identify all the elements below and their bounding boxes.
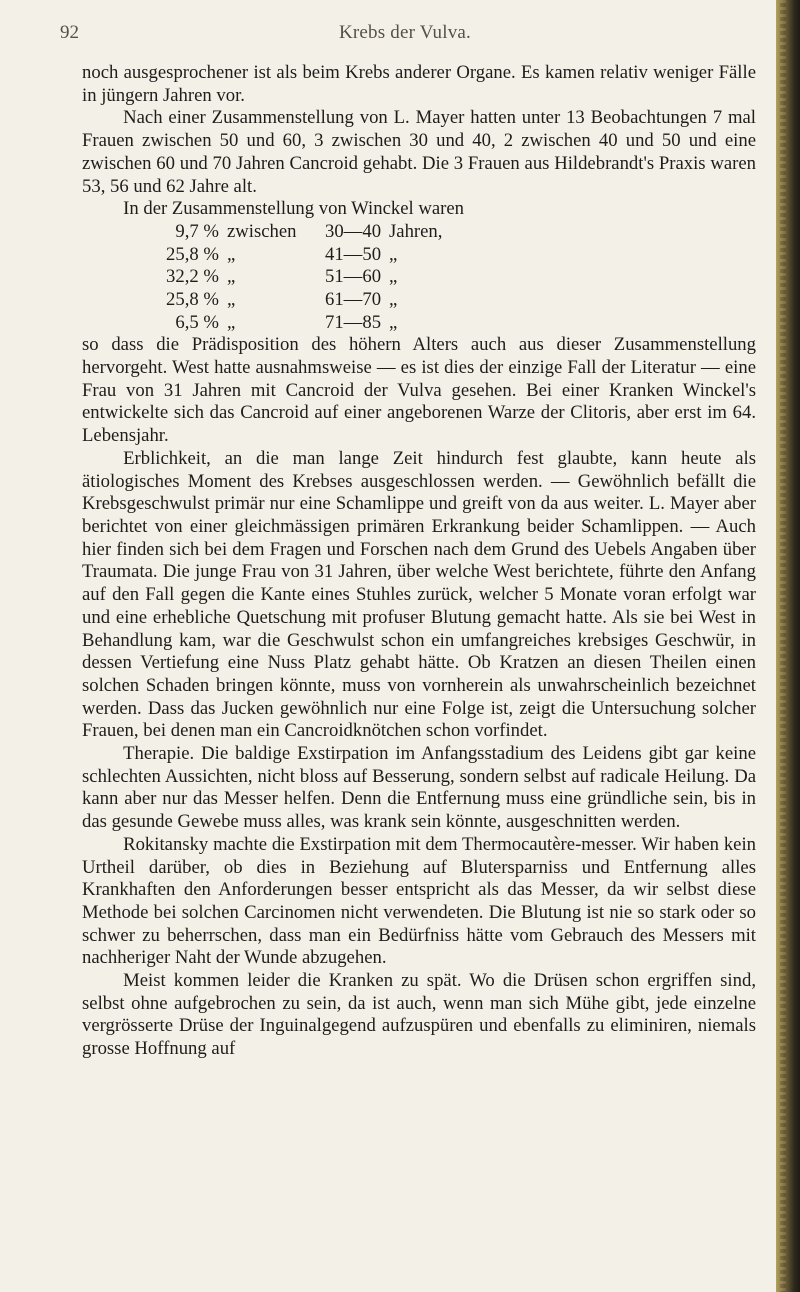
winckel-age-distribution [82, 221, 756, 334]
stat-row [156, 266, 756, 289]
stat-label: „ [227, 311, 236, 333]
paragraph-intro-continued: noch ausgesprochener ist als beim Krebs anderer Organe. Es kamen relativ weniger Fälle in jüngern Jahren vor. [82, 62, 756, 106]
stat-range: 71—85 [324, 311, 382, 333]
stat-row [156, 289, 756, 312]
stat-range: 30—40 [324, 220, 382, 242]
page-number: 92 [60, 22, 79, 43]
stat-range: 41—50 [324, 243, 382, 265]
stat-percent: 6,5 % [175, 311, 219, 333]
paragraph-heredity: Erblichkeit, an die man lange Zeit hindurch fest glaubte, kann heute als ätiologisches Moment des Krebses ausgeschlossen werden. — Gewöhnlich befällt die Krebsgeschwulst primär nur eine Schamlippe und greift von da aus weiter. L. Mayer aber berichtet von einer gleichmässigen primären Erkrankung beider Schamlippen. — Auch hier finden sich bei dem Fragen und Forschen nach dem Grund des Uebels Angaben über Traumata. Die junge Frau von 31 Jahren, über welche West berichtete, führte den Anfang auf den Fall gegen die Kante eines Stuhles zurück, welcher 5 Monate voran erfolgt war und eine erhebliche Quetschung mit profuser Blutung gemacht hatte. Als sie bei West in Behandlung kam, war die Geschwulst schon ein umfangreiches krebsiges Geschwür, in dessen Vertiefung eine Nuss Platz gehabt hätte. Ob Kratzen an diesen Theilen einen solchen Schaden bringen könnte, muss von vornherein als unwahrscheinlich bezeichnet werden. Dass das Jucken gewöhnlich nur eine Folge ist, zeigt die Untersuchung solcher Frauen, bei denen man ein Cancroidknötchen schon vorfindet. [82, 447, 756, 742]
paragraph-predisposition: so dass die Prädisposition des höhern Alters auch aus dieser Zusammenstellung hervorgeht. West hatte ausnahmsweise — es ist dies der einzige Fall der Literatur — eine Frau von 31 Jahren mit Cancroid der Vulva gesehen. Bei einer Kranken Winckel's entwickelte sich das Cancroid auf einer angeborenen Warze der Clitoris, aber erst im 64. Lebensjahr. [82, 334, 756, 447]
stat-range: 61—70 [324, 288, 382, 310]
stat-label: „ [227, 266, 236, 288]
page-edge-shadow [776, 0, 800, 1292]
stat-unit: „ [389, 266, 398, 288]
stat-range: 51—60 [324, 266, 382, 288]
stat-unit: Jahren, [389, 220, 443, 242]
stat-unit: „ [389, 288, 398, 310]
paragraph-rokitansky: Rokitansky machte die Exstirpation mit dem Thermocautère-messer. Wir haben kein Urtheil darüber, ob dies in Beziehung auf Blutersparniss und Entfernung alles Krankhaften den Anforderungen besser entspricht als das Messer, da wir selbst diese Methode bei solchen Carcinomen nicht verwendeten. Die Blutung ist nie so stark oder so schwer zu beherrschen, dass man ein Bedürfniss hätte vom Gebrauch des Messers mit nachheriger Naht der Wunde abzugehen. [82, 833, 756, 969]
stat-label: „ [227, 288, 236, 310]
paragraph-mayer-observations: Nach einer Zusammenstellung von L. Mayer hatten unter 13 Beobachtungen 7 mal Frauen zwischen 50 und 60, 3 zwischen 30 und 40, 2 zwischen 40 und 50 und eine zwischen 60 und 70 Jahren Cancroid gehabt. Die 3 Frauen aus Hildebrandt's Praxis waren 53, 56 und 62 Jahre alt. [82, 107, 756, 197]
stat-label: zwischen [227, 220, 297, 242]
paragraph-late-cases: Meist kommen leider die Kranken zu spät. Wo die Drüsen schon ergriffen sind, selbst ohne aufgebrochen zu sein, da ist auch, wenn man sich Mühe gibt, jede einzelne vergrösserte Drüse der Inguinalgegend aufzuspüren und ebenfalls zu eliminiren, niemals grosse Hoffnung auf [82, 970, 756, 1060]
paragraph-therapy: Therapie. Die baldige Exstirpation im Anfangsstadium des Leidens gibt gar keine schlechten Aussichten, nicht bloss auf Besserung, sondern selbst auf radicale Heilung. Da kann aber nur das Messer helfen. Denn die Entfernung muss eine gründliche sein, bis in das gesunde Gewebe muss alles, was krank sein könnte, ausgeschnitten werden. [82, 743, 756, 833]
stat-label: „ [227, 243, 236, 265]
paragraph-winckel-intro: In der Zusammenstellung von Winckel waren [123, 198, 465, 220]
running-head: Krebs der Vulva. [338, 22, 472, 43]
body-text [82, 62, 756, 1061]
stat-row [156, 221, 756, 244]
stat-unit: „ [389, 243, 398, 265]
stat-percent: 9,7 % [175, 220, 219, 242]
stat-row [156, 312, 756, 335]
page-header [60, 22, 750, 48]
stat-unit: „ [389, 311, 398, 333]
stat-percent: 32,2 % [166, 266, 219, 288]
stat-percent: 25,8 % [166, 243, 219, 265]
stat-percent: 25,8 % [166, 288, 219, 310]
stat-row [156, 244, 756, 267]
